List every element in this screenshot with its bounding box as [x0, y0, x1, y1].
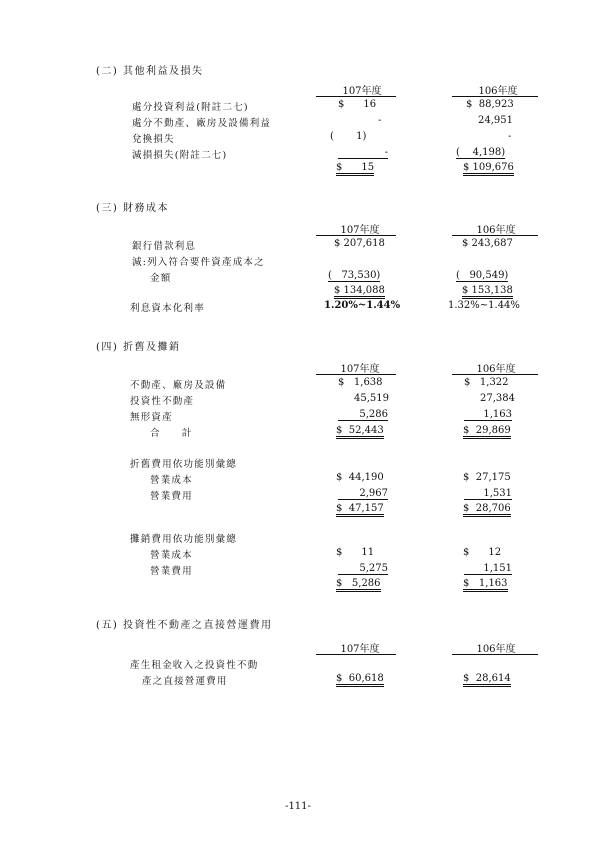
row-value-106: $ 27,175 — [463, 472, 511, 483]
row-value-107: $ 44,190 — [336, 472, 384, 483]
row-label: 營業成本 — [150, 475, 193, 486]
col-header-107: 107年度 — [340, 364, 380, 375]
row-value-106: 1,151 — [464, 563, 512, 575]
row-label: 減損損失(附註二七) — [132, 150, 228, 161]
col-header-106: 106年度 — [476, 644, 516, 655]
row-value-106: 1,531 — [464, 488, 512, 500]
row-value-107: $ 16 — [338, 99, 377, 110]
row-value-106: $ 1,322 — [464, 377, 509, 388]
row-value-106: $ 12 — [463, 547, 502, 558]
row-label: 營業費用 — [150, 566, 193, 577]
header-rule — [452, 654, 538, 655]
total-107: $ 52,443 — [336, 425, 384, 439]
row-value-106: ( 4,198) — [456, 147, 506, 158]
row-label-bank-interest: 銀行借款利息 — [132, 241, 197, 252]
rate-107: 1.20%~1.44% — [324, 300, 401, 311]
col-header-107: 107年度 — [340, 225, 380, 236]
row-value-107: - — [338, 147, 388, 159]
total-107: $ 134,088 — [334, 285, 385, 299]
col-header-106: 106年度 — [478, 86, 518, 97]
header-rule — [316, 96, 396, 97]
row-value-106: 24,951 — [478, 115, 513, 126]
row-label-capitalized-b: 金額 — [150, 273, 172, 284]
header-rule — [452, 96, 538, 97]
row-value-107: - — [378, 115, 382, 126]
amo-total-106: $ 1,163 — [463, 578, 508, 592]
header-rule — [452, 235, 538, 236]
row-value-106: - — [508, 131, 512, 142]
depreciation-by-function-title: 折舊費用依功能別彙總 — [130, 459, 238, 470]
row-value-107: $ 60,618 — [336, 673, 384, 687]
row-label: 投資性不動產 — [130, 396, 195, 407]
col-header-106: 106年度 — [476, 364, 516, 375]
row-label-a: 產生租金收入之投資性不動 — [130, 660, 259, 671]
dep-total-107: $ 47,157 — [336, 503, 384, 517]
row-label-b: 產之直接營運費用 — [142, 676, 228, 687]
header-rule — [452, 374, 538, 375]
row-value-107: ( 73,530) — [328, 270, 381, 281]
row-value-107: $ 11 — [336, 547, 375, 558]
total-107: $ 15 — [336, 162, 374, 176]
header-rule — [316, 235, 396, 236]
row-label: 營業成本 — [150, 550, 193, 561]
total-label: 合 計 — [150, 428, 193, 439]
total-106: $ 29,869 — [463, 425, 511, 439]
row-value-107: $ 1,638 — [338, 377, 383, 388]
row-label: 處分投資利益(附註二七) — [132, 102, 249, 113]
row-value-107: 45,519 — [354, 393, 389, 404]
section-title-investment-property-expenses: (五) 投資性不動產之直接營運費用 — [96, 620, 273, 631]
col-header-107: 107年度 — [342, 86, 382, 97]
row-label-capitalized-a: 減:列入符合要件資產成本之 — [132, 257, 265, 268]
row-value-106: ( 90,549) — [456, 270, 509, 281]
header-rule — [316, 374, 396, 375]
section-title-other-gains-losses: (二) 其他利益及損失 — [96, 66, 204, 77]
row-value-106: $ 88,923 — [466, 99, 514, 110]
row-value-107: ( 1) — [330, 131, 367, 142]
row-label: 無形資產 — [130, 412, 173, 423]
row-value-107: 5,275 — [338, 563, 388, 575]
row-label: 營業費用 — [150, 491, 193, 502]
section-title-depreciation-amortization: (四) 折舊及攤銷 — [96, 342, 181, 353]
header-rule — [316, 654, 396, 655]
amortization-by-function-title: 攤銷費用依功能別彙總 — [130, 534, 238, 545]
row-value-106: $ 28,614 — [463, 673, 511, 687]
row-value-106: 1,163 — [464, 409, 512, 421]
amo-total-107: $ 5,286 — [336, 578, 381, 592]
row-value-106: $ 243,687 — [462, 238, 513, 249]
row-value-106: 27,384 — [480, 393, 515, 404]
total-106: $ 109,676 — [463, 162, 514, 176]
row-label: 兌換損失 — [132, 134, 175, 145]
row-value-107: $ 207,618 — [334, 238, 385, 249]
col-header-106: 106年度 — [476, 225, 516, 236]
page-number: -111- — [285, 801, 311, 812]
rate-106: 1.32%~1.44% — [448, 300, 520, 311]
row-value-107: 5,286 — [338, 409, 388, 421]
row-label: 不動產、廠房及設備 — [130, 380, 227, 391]
row-label-capitalization-rate: 利息資本化利率 — [130, 303, 205, 314]
row-value-107: 2,967 — [338, 488, 388, 500]
total-106: $ 153,138 — [462, 285, 513, 299]
dep-total-106: $ 28,706 — [463, 503, 511, 517]
section-title-finance-costs: (三) 財務成本 — [96, 203, 169, 214]
row-label: 處分不動產、廠房及設備利益 — [132, 118, 272, 129]
col-header-107: 107年度 — [340, 644, 380, 655]
